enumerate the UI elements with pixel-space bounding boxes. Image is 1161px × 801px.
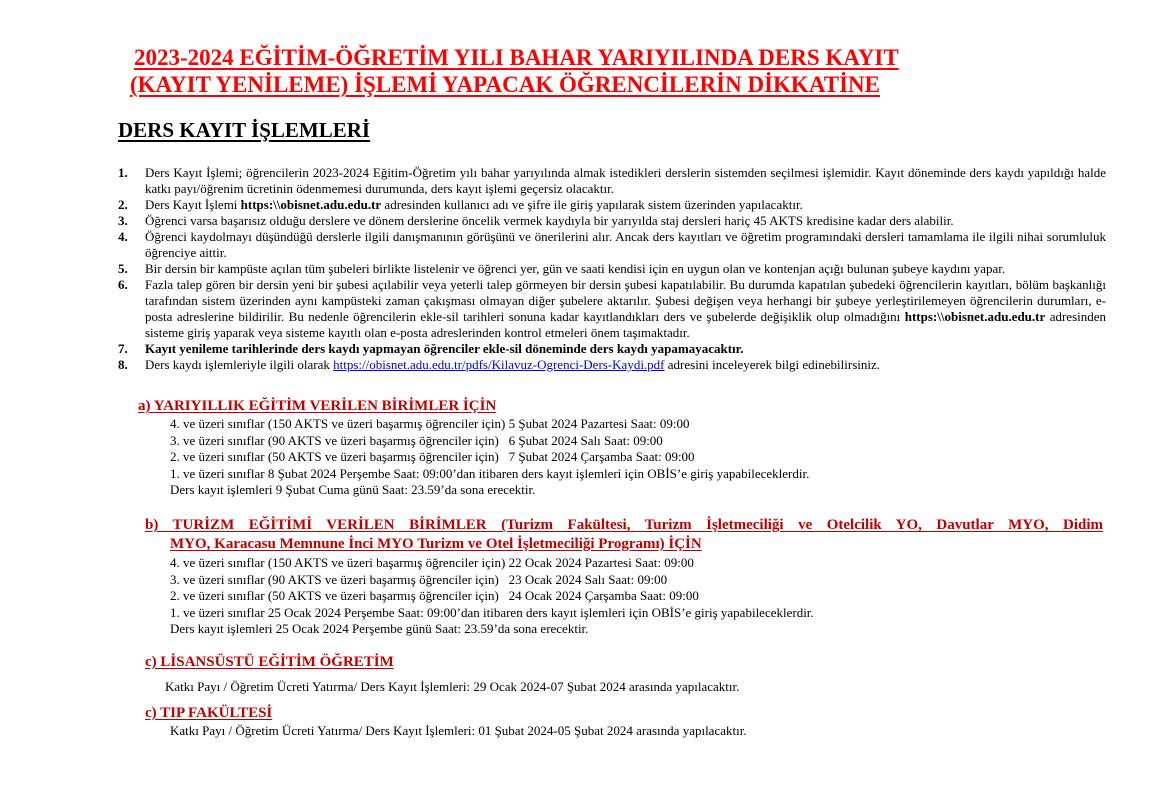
list-item (118, 357, 1106, 373)
list-item (118, 277, 1106, 341)
item-text: Ders Kayıt İşlemi (145, 197, 241, 212)
item-number: 8. (118, 357, 128, 372)
schedule-line: 3. ve üzeri sınıflar (90 AKTS ve üzeri başarmış öğrenciler için) 6 Şubat 2024 Salı Saat: 09:00 (170, 432, 663, 448)
schedule-line: Katkı Payı / Öğretim Ücreti Yatırma/ Ders Kayıt İşlemleri: 29 Ocak 2024-07 Şubat 2024 arasında yapılacaktır. (165, 679, 740, 694)
schedule-line: 4. ve üzeri sınıflar (150 AKTS ve üzeri başarmış öğrenciler için) 5 Şubat 2024 Pazartesi Saat: 09:00 (170, 416, 690, 431)
section-a-title: a) YARIYILLIK EĞİTİM VERİLEN BİRİMLER İÇİN (138, 398, 497, 414)
item-text: Bir dersin bir kampüste açılan tüm şubeleri birlikte listelenir ve öğrenci yer, gün ve saati kendisi için en uygun olan ve kontenjan açığı bulunan şubeye kaydını yapar. (145, 261, 1006, 276)
list-item (118, 197, 1106, 213)
section-c1-title: c) LİSANSÜSTÜ EĞİTİM ÖĞRETİM (145, 654, 394, 670)
item-number: 7. (118, 341, 128, 356)
list-item (118, 341, 1106, 357)
section-a-body (170, 416, 809, 499)
list-item (118, 165, 1106, 197)
section-b-title-line-2: MYO, Karacasu Memnune İnci MYO Turizm ve Otel İşletmeciliği Programı) İÇİN (170, 536, 702, 552)
item-number: 2. (118, 197, 128, 212)
item-number: 6. (118, 277, 128, 292)
schedule-line: 1. ve üzeri sınıflar 25 Ocak 2024 Perşembe Saat: 09:00’dan itibaren ders kayıt işlemleri için OBİS’e giriş yapabileceklerdir. (170, 604, 814, 620)
item-text: Ders Kayıt İşlemi; öğrencilerin 2023-2024 Eğitim-Öğretim yılı bahar yarıyılında almak istedikleri derslerin sistemden seçilmesi işlemidir. Kayıt döneminde ders kaydı yapıldığı halde katkı payı/öğrenim ücretinin ödenmemesi durumunda, ders kayıt işlemi geçersiz olacaktır. (145, 165, 1106, 196)
item-text: Kayıt yenileme tarihlerinde ders kaydı yapmayan öğrenciler ekle-sil döneminde ders kaydı yapamayacaktır. (145, 341, 744, 356)
schedule-line: 2. ve üzeri sınıflar (50 AKTS ve üzeri başarmış öğrenciler için) 7 Şubat 2024 Çarşamba Saat: 09:00 (170, 449, 695, 464)
item-text: Ders kaydı işlemleriyle ilgili olarak (145, 357, 334, 372)
schedule-line: Ders kayıt işlemleri 9 Şubat Cuma günü Saat: 23.59’da sona erecektir. (170, 482, 536, 497)
section-c2-body (170, 723, 747, 740)
obisnet-url: https:\\obisnet.adu.edu.tr (904, 309, 1046, 324)
item-text: adresini inceleyerek bilgi edinebilirsiniz. (664, 357, 881, 372)
section-c2-title: c) TIP FAKÜLTESİ (145, 705, 273, 721)
section-c1-body (165, 679, 739, 696)
item-text: Öğrenci kaydolmayı düşündüğü derslerle ilgili danışmanının görüşünü ve önerilerini alır. Ancak ders kayıtları ve öğretim programındaki dersleri tamamlama ile ilgili nihai sorumluluk öğrenciye aittir. (145, 229, 1106, 260)
item-number: 4. (118, 229, 128, 244)
item-text: Fazla talep gören bir dersin yeni bir şubesi açılabilir veya yeterli talep görmeyen bir dersin şubesi kapatılabilir. Bu durumda kapatılan şubedeki öğrencilerin kayıtları, bölüm başkanlığı tarafından sistem üzerinden aynı kampüsteki zaman çakışması olmayan diğer şubelere aktarılır. Şubesi değişen veya herhangi bir şubeye yerleştirilemeyen öğrencilerin durumları, e-posta adreslerine bildirilir. Bu nedenle öğrencilerin ekle-sil tarihleri sonuna kadar kayıtlandıkları ders ve şubelerde değişiklik olup olmadığını (145, 277, 1106, 324)
schedule-line: 4. ve üzeri sınıflar (150 AKTS ve üzeri başarmış öğrenciler için) 22 Ocak 2024 Pazartesi Saat: 09:00 (170, 555, 694, 570)
obisnet-url: https:\\obisnet.adu.edu.tr (240, 197, 382, 212)
list-item (118, 213, 1106, 229)
list-item (118, 229, 1106, 261)
schedule-line: 2. ve üzeri sınıflar (50 AKTS ve üzeri başarmış öğrenciler için) 24 Ocak 2024 Çarşamba Saat: 09:00 (170, 588, 699, 603)
schedule-line: Katkı Payı / Öğretim Ücreti Yatırma/ Ders Kayıt İşlemleri: 01 Şubat 2024-05 Şubat 2024 arasında yapılacaktır. (170, 723, 747, 738)
title-line-1: 2023-2024 EĞİTİM-ÖĞRETİM YILI BAHAR YARIYILINDA DERS KAYIT (134, 45, 899, 70)
instruction-list (118, 165, 1106, 373)
document-title (130, 44, 1030, 98)
section-b-body (170, 555, 814, 638)
item-number: 1. (118, 165, 128, 180)
section-heading: DERS KAYIT İŞLEMLERİ (118, 118, 371, 142)
item-text: Öğrenci varsa başarısız olduğu derslere ve dönem derslerine öncelik vermek kaydıyla bir yarıyılda staj dersleri hariç 45 AKTS kredisine kadar ders alabilir. (145, 213, 954, 228)
item-text: adresinden kullanıcı adı ve şifre ile giriş yapılarak sistem üzerinden yapılacaktır. (381, 197, 803, 212)
schedule-line: Ders kayıt işlemleri 25 Ocak 2024 Perşembe günü Saat: 23.59’da sona erecektir. (170, 621, 589, 636)
item-text: adresinden sisteme giriş yaparak veya sisteme kayıtlı olan e-posta adreslerinden kontrol etmeleri önem taşımaktadır. (145, 309, 1107, 340)
title-line-2: (KAYIT YENİLEME) İŞLEMİ YAPACAK ÖĞRENCİLERİN DİKKATİNE (130, 72, 880, 97)
guide-pdf-link[interactable]: https://obisnet.adu.edu.tr/pdfs/Kilavuz-Ogrenci-Ders-Kaydi.pdf (333, 357, 665, 372)
item-number: 3. (118, 213, 128, 228)
schedule-line: 3. ve üzeri sınıflar (90 AKTS ve üzeri başarmış öğrenciler için) 23 Ocak 2024 Salı Saat: 09:00 (170, 571, 668, 587)
list-item (118, 261, 1106, 277)
item-number: 5. (118, 261, 128, 276)
section-b-title-line-1: b) TURİZM EĞİTİMİ VERİLEN BİRİMLER (Turizm Fakültesi, Turizm İşletmeciliği ve Otelcilik YO, Davutlar MYO, Didim (145, 517, 1103, 533)
schedule-line: 1. ve üzeri sınıflar 8 Şubat 2024 Perşembe Saat: 09:00’dan itibaren ders kayıt işlemleri için OBİS’e giriş yapabileceklerdir. (170, 465, 810, 481)
